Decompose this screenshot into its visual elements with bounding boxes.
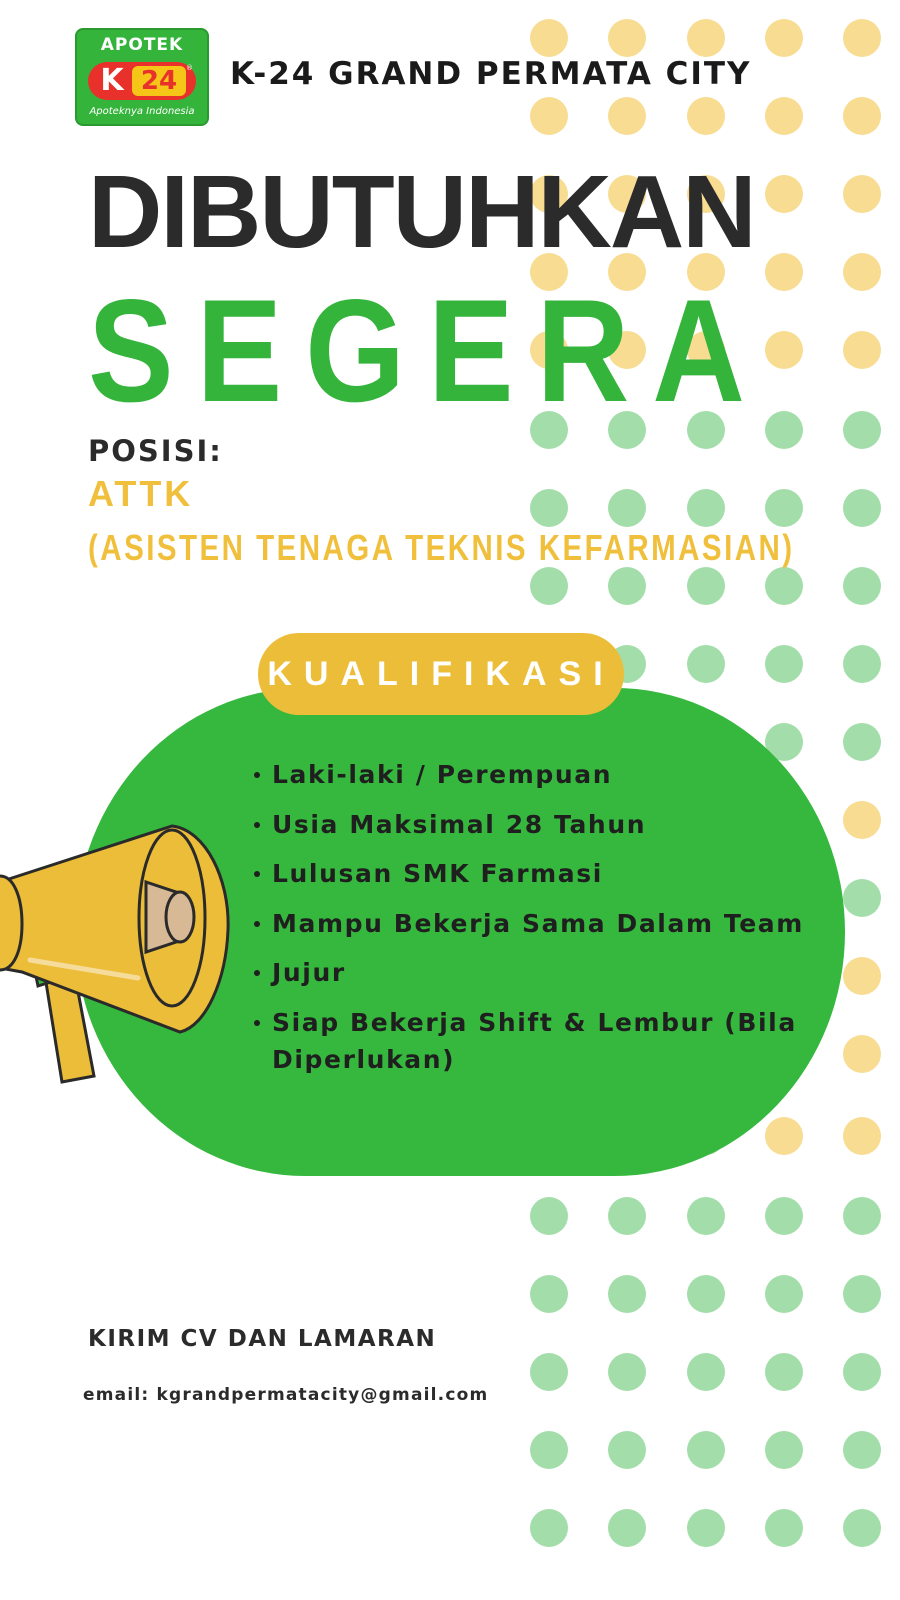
decor-dot-yellow xyxy=(608,19,646,57)
qualifications-heading-pill xyxy=(258,633,624,715)
decor-dot-green xyxy=(843,411,881,449)
decor-dot-yellow xyxy=(843,801,881,839)
decor-dot-green xyxy=(608,567,646,605)
decor-dot-yellow xyxy=(843,1035,881,1073)
decor-dot-green xyxy=(843,567,881,605)
decor-dot-green xyxy=(687,567,725,605)
decor-dot-green xyxy=(530,567,568,605)
decor-dot-green xyxy=(530,1431,568,1469)
decor-dot-green xyxy=(608,1509,646,1547)
decor-dot-green xyxy=(843,1275,881,1313)
decor-dot-green xyxy=(687,1509,725,1547)
decor-dot-yellow xyxy=(687,19,725,57)
qualification-item: Jujur xyxy=(252,954,822,991)
decor-dot-green xyxy=(608,1353,646,1391)
decor-dot-green xyxy=(765,645,803,683)
decor-dot-yellow xyxy=(843,253,881,291)
qualification-item: Laki-laki / Perempuan xyxy=(252,756,822,793)
decor-dot-green xyxy=(843,1431,881,1469)
decor-dot-green xyxy=(843,1197,881,1235)
decor-dot-green xyxy=(687,489,725,527)
position-description: (ASISTEN TENAGA TEKNIS KEFARMASIAN) xyxy=(88,527,795,568)
decor-dot-yellow xyxy=(608,97,646,135)
decor-dot-green xyxy=(765,1431,803,1469)
decor-dot-yellow xyxy=(765,97,803,135)
decor-dot-yellow xyxy=(765,1117,803,1155)
decor-dot-green xyxy=(687,1353,725,1391)
decor-dot-yellow xyxy=(765,175,803,213)
decor-dot-green xyxy=(765,1275,803,1313)
logo-k-letter: K xyxy=(100,63,124,98)
decor-dot-green xyxy=(530,1197,568,1235)
qualification-item: Mampu Bekerja Sama Dalam Team xyxy=(252,905,822,942)
decor-dot-green xyxy=(530,1353,568,1391)
position-label: POSISI: xyxy=(88,434,223,468)
decor-dot-green xyxy=(687,1431,725,1469)
logo-k24-mark xyxy=(88,62,196,100)
decor-dot-green xyxy=(765,411,803,449)
decor-dot-green xyxy=(608,1431,646,1469)
decor-dot-green xyxy=(765,1197,803,1235)
decor-dot-yellow xyxy=(843,97,881,135)
decor-dot-green xyxy=(843,1353,881,1391)
decor-dot-yellow xyxy=(765,331,803,369)
decor-dot-yellow xyxy=(765,19,803,57)
decor-dot-yellow xyxy=(843,19,881,57)
logo-tagline: Apoteknya Indonesia xyxy=(89,106,195,117)
logo-registered-mark: ® xyxy=(186,64,193,72)
decor-dot-green xyxy=(843,1509,881,1547)
qualification-item: Lulusan SMK Farmasi xyxy=(252,855,822,892)
decor-dot-yellow xyxy=(843,331,881,369)
decor-dot-green xyxy=(687,1275,725,1313)
decor-dot-green xyxy=(843,723,881,761)
logo-apotek-text: APOTEK xyxy=(100,35,184,55)
headline-dibutuhkan: DIBUTUHKAN xyxy=(88,154,755,269)
decor-dot-yellow xyxy=(530,19,568,57)
headline-segera: SEGERA xyxy=(88,269,768,432)
decor-dot-green xyxy=(530,1509,568,1547)
decor-dot-yellow xyxy=(530,97,568,135)
decor-dot-green xyxy=(608,1197,646,1235)
apotek-k24-logo xyxy=(75,28,209,126)
decor-dot-green xyxy=(608,489,646,527)
decor-dot-green xyxy=(765,1509,803,1547)
qualification-item: Usia Maksimal 28 Tahun xyxy=(252,806,822,843)
decor-dot-yellow xyxy=(843,957,881,995)
decor-dot-yellow xyxy=(765,253,803,291)
logo-24-number: 24 xyxy=(132,66,186,96)
store-name: K-24 GRAND PERMATA CITY xyxy=(230,56,752,92)
decor-dot-yellow xyxy=(843,1117,881,1155)
decor-dot-green xyxy=(530,489,568,527)
decor-dot-green xyxy=(765,489,803,527)
decor-dot-green xyxy=(687,645,725,683)
decor-dot-green xyxy=(765,567,803,605)
decor-dot-green xyxy=(608,1275,646,1313)
decor-dot-green xyxy=(530,1275,568,1313)
qualifications-heading: KUALIFIKASI xyxy=(267,655,615,693)
decor-dot-green xyxy=(765,1353,803,1391)
send-cv-instruction: KIRIM CV DAN LAMARAN xyxy=(88,1326,437,1352)
decor-dot-yellow xyxy=(687,97,725,135)
decor-dot-green xyxy=(687,1197,725,1235)
decor-dot-yellow xyxy=(843,175,881,213)
qualifications-list xyxy=(252,756,822,1090)
decor-dot-green xyxy=(843,489,881,527)
megaphone-icon xyxy=(0,820,240,1090)
position-title: ATTK xyxy=(88,473,194,514)
decor-dot-green xyxy=(843,645,881,683)
contact-email: email: kgrandpermatacity@gmail.com xyxy=(83,1385,489,1405)
qualification-item: Siap Bekerja Shift & Lembur (Bila Diperlukan) xyxy=(252,1004,822,1078)
decor-dot-green xyxy=(843,879,881,917)
